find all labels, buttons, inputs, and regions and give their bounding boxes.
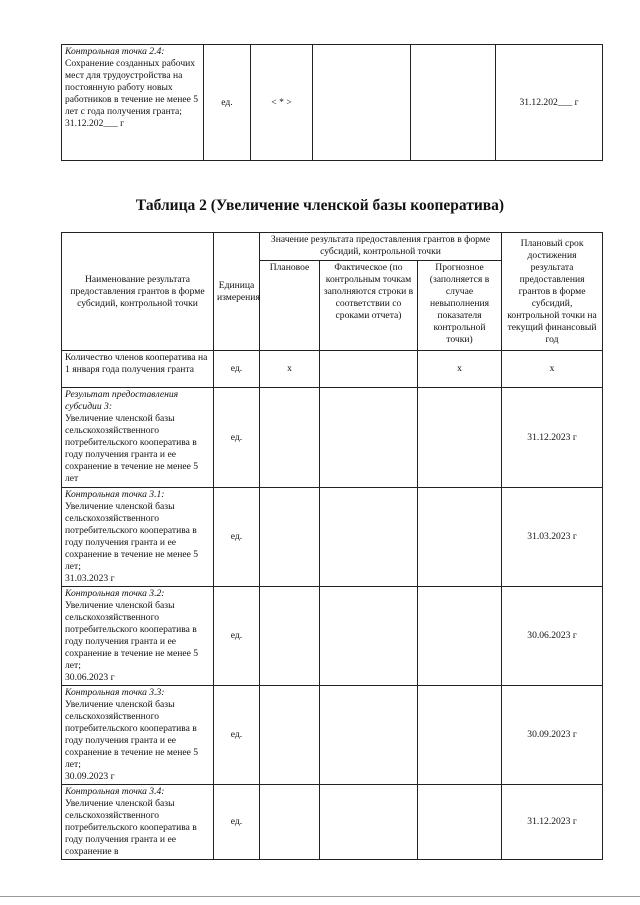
fact-cell — [320, 488, 418, 587]
unit-cell: ед. — [214, 351, 260, 388]
row-text: Увеличение членской базы сельскохозяйственного потребительского кооператива в году получения гранта и ее сохранение в течение не менее 5 лет; — [65, 699, 199, 770]
table-row — [62, 686, 603, 785]
fact-cell — [320, 686, 418, 785]
plan-cell — [260, 587, 320, 686]
checkpoint-date: 31.12.202___ г — [65, 118, 125, 129]
table-row — [62, 351, 603, 388]
forecast-cell — [418, 587, 502, 686]
row-title: Контрольная точка 3.3: — [65, 687, 165, 698]
table-row — [62, 587, 603, 686]
fact-cell — [320, 351, 418, 388]
table-row — [62, 488, 603, 587]
header-value-group: Значение результата предоставления грантов в форме субсидий, контрольной точки — [260, 233, 502, 261]
unit-cell: ед. — [214, 488, 260, 587]
result-name-cell — [62, 488, 214, 587]
header-row — [62, 233, 603, 261]
row-text: Увеличение членской базы сельскохозяйственного потребительского кооператива в году получения гранта и ее сохранение в течение не менее 5 лет; — [65, 501, 199, 572]
row-text: Увеличение членской базы сельскохозяйственного потребительского кооператива в году получения гранта и ее сохранение в течение не менее 5 лет — [65, 413, 199, 484]
forecast-cell — [418, 388, 502, 488]
deadline-cell: 31.12.202___ г — [496, 45, 603, 161]
table-2 — [61, 232, 603, 860]
deadline-cell: 31.03.2023 г — [502, 488, 603, 587]
result-name-cell — [62, 587, 214, 686]
deadline-cell: 30.09.2023 г — [502, 686, 603, 785]
plan-cell — [260, 686, 320, 785]
checkpoint-title: Контрольная точка 2.4: — [65, 46, 165, 57]
table-row — [62, 388, 603, 488]
header-forecast: Прогнозное (заполняется в случае невыполнения показателя контрольной точки) — [418, 261, 502, 351]
unit-cell: ед. — [214, 785, 260, 860]
row-text: Увеличение членской базы сельскохозяйственного потребительского кооператива в году получения гранта и ее сохранение в течение не менее 5 лет; — [65, 600, 199, 671]
row-date: 31.03.2023 г — [65, 573, 115, 584]
table-1-fragment — [61, 44, 603, 161]
page-bottom-rule — [0, 896, 640, 897]
plan-cell — [260, 785, 320, 860]
table-row — [62, 45, 603, 161]
deadline-cell: 31.12.2023 г — [502, 388, 603, 488]
result-name-cell — [62, 351, 214, 388]
table-2-title: Таблица 2 (Увеличение членской базы кооператива) — [135, 197, 505, 214]
unit-cell: ед. — [204, 45, 251, 161]
result-name-cell — [62, 45, 204, 161]
row-title: Контрольная точка 3.4: — [65, 786, 165, 797]
header-name: Наименование результата предоставления грантов в форме субсидий, контрольной точки — [62, 233, 214, 351]
forecast-cell — [418, 488, 502, 587]
unit-cell: ед. — [214, 587, 260, 686]
row-text: Количество членов кооператива на 1 января года получения гранта — [65, 352, 208, 375]
header-deadline: Плановый срок достижения результата предоставления грантов в форме субсидий, контрольной точки на текущий финансовый год — [502, 233, 603, 351]
forecast-cell — [411, 45, 496, 161]
row-title: Результат предоставления субсидии 3: — [65, 389, 179, 412]
row-date: 30.09.2023 г — [65, 771, 115, 782]
forecast-cell: х — [418, 351, 502, 388]
header-unit: Единица измерения — [214, 233, 260, 351]
deadline-cell: 30.06.2023 г — [502, 587, 603, 686]
unit-cell: ед. — [214, 686, 260, 785]
result-name-cell — [62, 785, 214, 860]
forecast-cell — [418, 785, 502, 860]
fact-cell — [320, 785, 418, 860]
table-row — [62, 785, 603, 860]
row-title: Контрольная точка 3.1: — [65, 489, 165, 500]
deadline-cell: х — [502, 351, 603, 388]
row-date: 30.06.2023 г — [65, 672, 115, 683]
header-fact: Фактическое (по контрольным точкам заполняются строки в соответствии со сроками отчета) — [320, 261, 418, 351]
row-text: Увеличение членской базы сельскохозяйственного потребительского кооператива в году получения гранта и ее сохранение в — [65, 798, 197, 857]
unit-cell: ед. — [214, 388, 260, 488]
header-plan: Плановое — [260, 261, 320, 351]
checkpoint-text: Сохранение созданных рабочих мест для трудоустройства на постоянную работу новых работников в течение не менее 5 лет с года получения гранта; — [65, 58, 199, 117]
plan-cell — [260, 488, 320, 587]
result-name-cell — [62, 388, 214, 488]
fact-cell — [320, 388, 418, 488]
fact-cell — [313, 45, 411, 161]
deadline-cell: 31.12.2023 г — [502, 785, 603, 860]
plan-cell: < * > — [251, 45, 313, 161]
fact-cell — [320, 587, 418, 686]
plan-cell: х — [260, 351, 320, 388]
plan-cell — [260, 388, 320, 488]
forecast-cell — [418, 686, 502, 785]
row-title: Контрольная точка 3.2: — [65, 588, 165, 599]
result-name-cell — [62, 686, 214, 785]
